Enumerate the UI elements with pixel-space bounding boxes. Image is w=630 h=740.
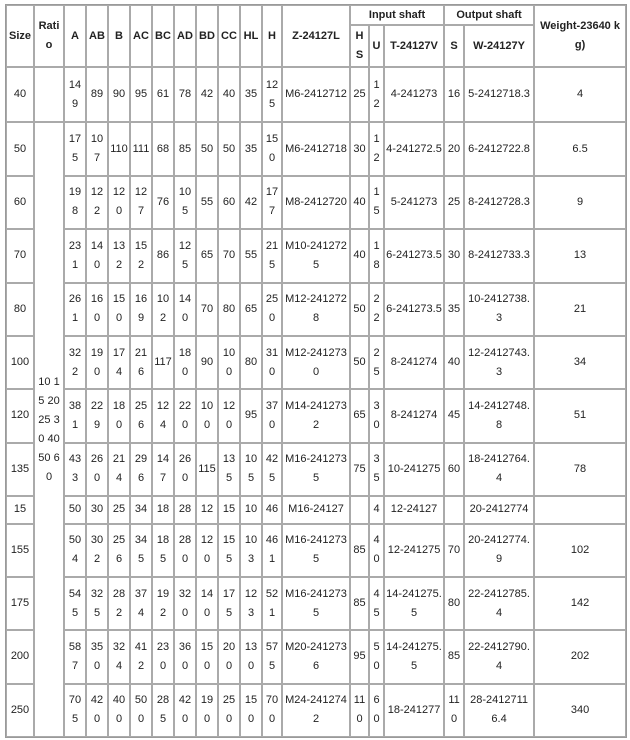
cell-b: 214 xyxy=(108,443,130,496)
cell-ab: 420 xyxy=(86,684,108,737)
cell-ab: 350 xyxy=(86,630,108,683)
header-ratio: Ratio xyxy=(34,5,64,67)
cell-bc: 192 xyxy=(152,577,174,630)
cell-cc: 200 xyxy=(218,630,240,683)
cell-u: 45 xyxy=(369,577,384,630)
cell-u: 18 xyxy=(369,229,384,282)
cell-z: M16-24127 xyxy=(282,496,350,524)
cell-z: M16-2412735 xyxy=(282,443,350,496)
cell-b: 110 xyxy=(108,122,130,175)
cell-ac: 296 xyxy=(130,443,152,496)
cell-cc: 15 xyxy=(218,496,240,524)
cell-a: 175 xyxy=(64,122,86,175)
cell-ac: 374 xyxy=(130,577,152,630)
cell-z: M16-2412735 xyxy=(282,577,350,630)
cell-hl: 65 xyxy=(240,283,262,336)
cell-size: 40 xyxy=(6,67,34,122)
cell-hs: 75 xyxy=(350,443,369,496)
cell-hl: 35 xyxy=(240,122,262,175)
cell-hs: 85 xyxy=(350,524,369,577)
cell-b: 400 xyxy=(108,684,130,737)
table-row xyxy=(6,684,626,737)
header-a: A xyxy=(64,5,86,67)
cell-s: 110 xyxy=(444,684,464,737)
header-weight: Weight-23640 kg) xyxy=(534,5,626,67)
cell-u: 35 xyxy=(369,443,384,496)
cell-b: 90 xyxy=(108,67,130,122)
header-output-shaft: Output shaft xyxy=(444,5,534,25)
cell-s xyxy=(444,496,464,524)
cell-ab: 140 xyxy=(86,229,108,282)
cell-ab: 325 xyxy=(86,577,108,630)
cell-ad: 125 xyxy=(174,229,196,282)
cell-bc: 124 xyxy=(152,389,174,442)
cell-ad: 180 xyxy=(174,336,196,389)
cell-size: 135 xyxy=(6,443,34,496)
cell-w: 6-2412722.8 xyxy=(464,122,534,175)
cell-t: 12-24127 xyxy=(384,496,444,524)
table-row xyxy=(6,524,626,577)
cell-ad: 280 xyxy=(174,524,196,577)
cell-hl: 42 xyxy=(240,176,262,229)
header-hs: HS xyxy=(350,25,369,67)
cell-ac: 412 xyxy=(130,630,152,683)
cell-hs: 40 xyxy=(350,176,369,229)
cell-u: 30 xyxy=(369,389,384,442)
cell-size: 80 xyxy=(6,283,34,336)
cell-u: 12 xyxy=(369,67,384,122)
cell-u: 25 xyxy=(369,336,384,389)
cell-ad: 320 xyxy=(174,577,196,630)
cell-w: 20-2412774 xyxy=(464,496,534,524)
header-row-1 xyxy=(6,5,626,25)
header-h: H xyxy=(262,5,282,67)
header-u: U xyxy=(369,25,384,67)
cell-s: 60 xyxy=(444,443,464,496)
cell-ratio: 10 15 20 25 30 40 50 60 xyxy=(34,122,64,737)
cell-weight: 34 xyxy=(534,336,626,389)
cell-cc: 40 xyxy=(218,67,240,122)
cell-cc: 175 xyxy=(218,577,240,630)
cell-w: 20-2412774.9 xyxy=(464,524,534,577)
cell-ac: 111 xyxy=(130,122,152,175)
cell-s: 70 xyxy=(444,524,464,577)
table-row xyxy=(6,67,626,122)
cell-z: M6-2412718 xyxy=(282,122,350,175)
cell-a: 149 xyxy=(64,67,86,122)
cell-ab: 160 xyxy=(86,283,108,336)
cell-t: 18-241277 xyxy=(384,684,444,737)
cell-b: 324 xyxy=(108,630,130,683)
cell-ac: 500 xyxy=(130,684,152,737)
specification-table xyxy=(5,4,627,738)
cell-w: 22-2412790.4 xyxy=(464,630,534,683)
cell-t: 4-241273 xyxy=(384,67,444,122)
cell-s: 25 xyxy=(444,176,464,229)
cell-weight: 51 xyxy=(534,389,626,442)
cell-hs: 85 xyxy=(350,577,369,630)
cell-weight xyxy=(534,496,626,524)
cell-b: 150 xyxy=(108,283,130,336)
header-z: Z-24127L xyxy=(282,5,350,67)
cell-size: 155 xyxy=(6,524,34,577)
cell-ac: 34 xyxy=(130,496,152,524)
cell-a: 322 xyxy=(64,336,86,389)
cell-ad: 28 xyxy=(174,496,196,524)
cell-hl: 123 xyxy=(240,577,262,630)
cell-bc: 86 xyxy=(152,229,174,282)
cell-ad: 260 xyxy=(174,443,196,496)
cell-a: 198 xyxy=(64,176,86,229)
cell-cc: 155 xyxy=(218,524,240,577)
cell-s: 40 xyxy=(444,336,464,389)
cell-hs: 95 xyxy=(350,630,369,683)
cell-b: 180 xyxy=(108,389,130,442)
cell-hl: 105 xyxy=(240,443,262,496)
cell-ab: 122 xyxy=(86,176,108,229)
header-b: B xyxy=(108,5,130,67)
cell-w: 22-2412785.4 xyxy=(464,577,534,630)
cell-ratio-empty xyxy=(34,67,64,122)
cell-bd: 55 xyxy=(196,176,218,229)
cell-z: M20-2412736 xyxy=(282,630,350,683)
table-row xyxy=(6,496,626,524)
cell-w: 10-2412738.3 xyxy=(464,283,534,336)
cell-ad: 105 xyxy=(174,176,196,229)
cell-h: 125 xyxy=(262,67,282,122)
cell-h: 700 xyxy=(262,684,282,737)
cell-t: 6-241273.5 xyxy=(384,229,444,282)
cell-bd: 50 xyxy=(196,122,218,175)
cell-weight: 21 xyxy=(534,283,626,336)
cell-h: 215 xyxy=(262,229,282,282)
cell-cc: 70 xyxy=(218,229,240,282)
cell-ad: 360 xyxy=(174,630,196,683)
cell-size: 15 xyxy=(6,496,34,524)
cell-bd: 12 xyxy=(196,496,218,524)
cell-bd: 190 xyxy=(196,684,218,737)
cell-bc: 185 xyxy=(152,524,174,577)
cell-u: 15 xyxy=(369,176,384,229)
cell-cc: 80 xyxy=(218,283,240,336)
cell-bc: 61 xyxy=(152,67,174,122)
cell-t: 4-241272.5 xyxy=(384,122,444,175)
cell-t: 14-241275.5 xyxy=(384,577,444,630)
cell-h: 425 xyxy=(262,443,282,496)
cell-hl: 35 xyxy=(240,67,262,122)
cell-ab: 302 xyxy=(86,524,108,577)
cell-h: 575 xyxy=(262,630,282,683)
cell-hs: 25 xyxy=(350,67,369,122)
cell-a: 587 xyxy=(64,630,86,683)
cell-ac: 152 xyxy=(130,229,152,282)
table-wrapper xyxy=(5,4,625,738)
cell-size: 60 xyxy=(6,176,34,229)
table-row xyxy=(6,122,626,175)
cell-w: 8-2412733.3 xyxy=(464,229,534,282)
header-hl: HL xyxy=(240,5,262,67)
table-row xyxy=(6,229,626,282)
header-s: S xyxy=(444,25,464,67)
cell-ad: 220 xyxy=(174,389,196,442)
cell-weight: 78 xyxy=(534,443,626,496)
cell-cc: 100 xyxy=(218,336,240,389)
cell-weight: 4 xyxy=(534,67,626,122)
cell-z: M24-2412742 xyxy=(282,684,350,737)
cell-weight: 6.5 xyxy=(534,122,626,175)
cell-ab: 30 xyxy=(86,496,108,524)
cell-a: 705 xyxy=(64,684,86,737)
cell-h: 46 xyxy=(262,496,282,524)
cell-t: 8-241274 xyxy=(384,389,444,442)
cell-u: 60 xyxy=(369,684,384,737)
header-size: Size xyxy=(6,5,34,67)
cell-size: 175 xyxy=(6,577,34,630)
cell-h: 250 xyxy=(262,283,282,336)
cell-ab: 89 xyxy=(86,67,108,122)
cell-h: 150 xyxy=(262,122,282,175)
cell-hs: 40 xyxy=(350,229,369,282)
table-row xyxy=(6,443,626,496)
cell-hs: 110 xyxy=(350,684,369,737)
cell-t: 5-241273 xyxy=(384,176,444,229)
header-ab: AB xyxy=(86,5,108,67)
cell-w: 8-2412728.3 xyxy=(464,176,534,229)
cell-hs: 30 xyxy=(350,122,369,175)
cell-hl: 80 xyxy=(240,336,262,389)
table-row xyxy=(6,577,626,630)
cell-hs xyxy=(350,496,369,524)
cell-a: 545 xyxy=(64,577,86,630)
cell-ab: 229 xyxy=(86,389,108,442)
cell-bc: 147 xyxy=(152,443,174,496)
cell-z: M8-2412720 xyxy=(282,176,350,229)
cell-t: 8-241274 xyxy=(384,336,444,389)
cell-bd: 115 xyxy=(196,443,218,496)
cell-hl: 10 xyxy=(240,496,262,524)
cell-cc: 135 xyxy=(218,443,240,496)
cell-a: 231 xyxy=(64,229,86,282)
cell-u: 22 xyxy=(369,283,384,336)
cell-a: 504 xyxy=(64,524,86,577)
cell-s: 35 xyxy=(444,283,464,336)
table-row xyxy=(6,283,626,336)
cell-z: M12-2412730 xyxy=(282,336,350,389)
header-input-shaft: Input shaft xyxy=(350,5,444,25)
cell-a: 50 xyxy=(64,496,86,524)
cell-weight: 13 xyxy=(534,229,626,282)
cell-cc: 60 xyxy=(218,176,240,229)
cell-t: 10-241275 xyxy=(384,443,444,496)
cell-hs: 50 xyxy=(350,283,369,336)
cell-ac: 345 xyxy=(130,524,152,577)
table-row xyxy=(6,336,626,389)
cell-ad: 420 xyxy=(174,684,196,737)
cell-size: 250 xyxy=(6,684,34,737)
cell-t: 12-241275 xyxy=(384,524,444,577)
cell-hl: 103 xyxy=(240,524,262,577)
cell-bd: 65 xyxy=(196,229,218,282)
cell-w: 5-2412718.3 xyxy=(464,67,534,122)
cell-a: 381 xyxy=(64,389,86,442)
cell-bd: 42 xyxy=(196,67,218,122)
cell-b: 132 xyxy=(108,229,130,282)
cell-ab: 260 xyxy=(86,443,108,496)
cell-hl: 55 xyxy=(240,229,262,282)
cell-a: 261 xyxy=(64,283,86,336)
cell-ab: 107 xyxy=(86,122,108,175)
cell-z: M12-2412728 xyxy=(282,283,350,336)
table-head xyxy=(6,5,626,67)
cell-ad: 140 xyxy=(174,283,196,336)
table-row xyxy=(6,630,626,683)
table-body xyxy=(6,67,626,737)
cell-w: 14-2412748.8 xyxy=(464,389,534,442)
cell-b: 282 xyxy=(108,577,130,630)
cell-s: 85 xyxy=(444,630,464,683)
cell-b: 174 xyxy=(108,336,130,389)
cell-bc: 102 xyxy=(152,283,174,336)
cell-t: 6-241273.5 xyxy=(384,283,444,336)
header-bd: BD xyxy=(196,5,218,67)
cell-t: 14-241275.5 xyxy=(384,630,444,683)
header-ad: AD xyxy=(174,5,196,67)
cell-u: 12 xyxy=(369,122,384,175)
cell-s: 30 xyxy=(444,229,464,282)
cell-bd: 140 xyxy=(196,577,218,630)
cell-z: M6-2412712 xyxy=(282,67,350,122)
cell-ad: 85 xyxy=(174,122,196,175)
cell-ac: 256 xyxy=(130,389,152,442)
cell-bc: 117 xyxy=(152,336,174,389)
cell-hs: 50 xyxy=(350,336,369,389)
cell-s: 16 xyxy=(444,67,464,122)
cell-size: 120 xyxy=(6,389,34,442)
header-w: W-24127Y xyxy=(464,25,534,67)
cell-z: M14-2412732 xyxy=(282,389,350,442)
cell-ac: 216 xyxy=(130,336,152,389)
cell-h: 521 xyxy=(262,577,282,630)
header-bc: BC xyxy=(152,5,174,67)
header-t: T-24127V xyxy=(384,25,444,67)
table-row xyxy=(6,389,626,442)
cell-h: 310 xyxy=(262,336,282,389)
cell-weight: 142 xyxy=(534,577,626,630)
cell-h: 177 xyxy=(262,176,282,229)
cell-bd: 120 xyxy=(196,524,218,577)
cell-b: 120 xyxy=(108,176,130,229)
cell-cc: 50 xyxy=(218,122,240,175)
cell-ad: 78 xyxy=(174,67,196,122)
cell-size: 70 xyxy=(6,229,34,282)
cell-weight: 9 xyxy=(534,176,626,229)
cell-u: 4 xyxy=(369,496,384,524)
header-ac: AC xyxy=(130,5,152,67)
cell-b: 25 xyxy=(108,496,130,524)
cell-bd: 90 xyxy=(196,336,218,389)
cell-h: 370 xyxy=(262,389,282,442)
cell-ac: 169 xyxy=(130,283,152,336)
cell-bc: 68 xyxy=(152,122,174,175)
cell-w: 18-2412764.4 xyxy=(464,443,534,496)
header-cc: CC xyxy=(218,5,240,67)
cell-u: 50 xyxy=(369,630,384,683)
cell-a: 433 xyxy=(64,443,86,496)
cell-s: 20 xyxy=(444,122,464,175)
cell-bd: 70 xyxy=(196,283,218,336)
cell-weight: 102 xyxy=(534,524,626,577)
cell-hl: 95 xyxy=(240,389,262,442)
cell-bc: 76 xyxy=(152,176,174,229)
cell-hl: 150 xyxy=(240,684,262,737)
cell-hs: 65 xyxy=(350,389,369,442)
cell-weight: 202 xyxy=(534,630,626,683)
cell-cc: 250 xyxy=(218,684,240,737)
cell-s: 80 xyxy=(444,577,464,630)
cell-ac: 127 xyxy=(130,176,152,229)
cell-size: 200 xyxy=(6,630,34,683)
cell-bd: 150 xyxy=(196,630,218,683)
cell-ab: 190 xyxy=(86,336,108,389)
cell-z: M10-2412725 xyxy=(282,229,350,282)
cell-cc: 120 xyxy=(218,389,240,442)
cell-u: 40 xyxy=(369,524,384,577)
table-row xyxy=(6,176,626,229)
cell-hl: 130 xyxy=(240,630,262,683)
cell-bc: 285 xyxy=(152,684,174,737)
cell-z: M16-2412735 xyxy=(282,524,350,577)
cell-h: 461 xyxy=(262,524,282,577)
cell-w: 12-2412743.3 xyxy=(464,336,534,389)
cell-s: 45 xyxy=(444,389,464,442)
cell-b: 256 xyxy=(108,524,130,577)
cell-size: 50 xyxy=(6,122,34,175)
cell-w: 28-24127116.4 xyxy=(464,684,534,737)
cell-ac: 95 xyxy=(130,67,152,122)
cell-bc: 18 xyxy=(152,496,174,524)
cell-bc: 230 xyxy=(152,630,174,683)
cell-weight: 340 xyxy=(534,684,626,737)
cell-bd: 100 xyxy=(196,389,218,442)
cell-size: 100 xyxy=(6,336,34,389)
